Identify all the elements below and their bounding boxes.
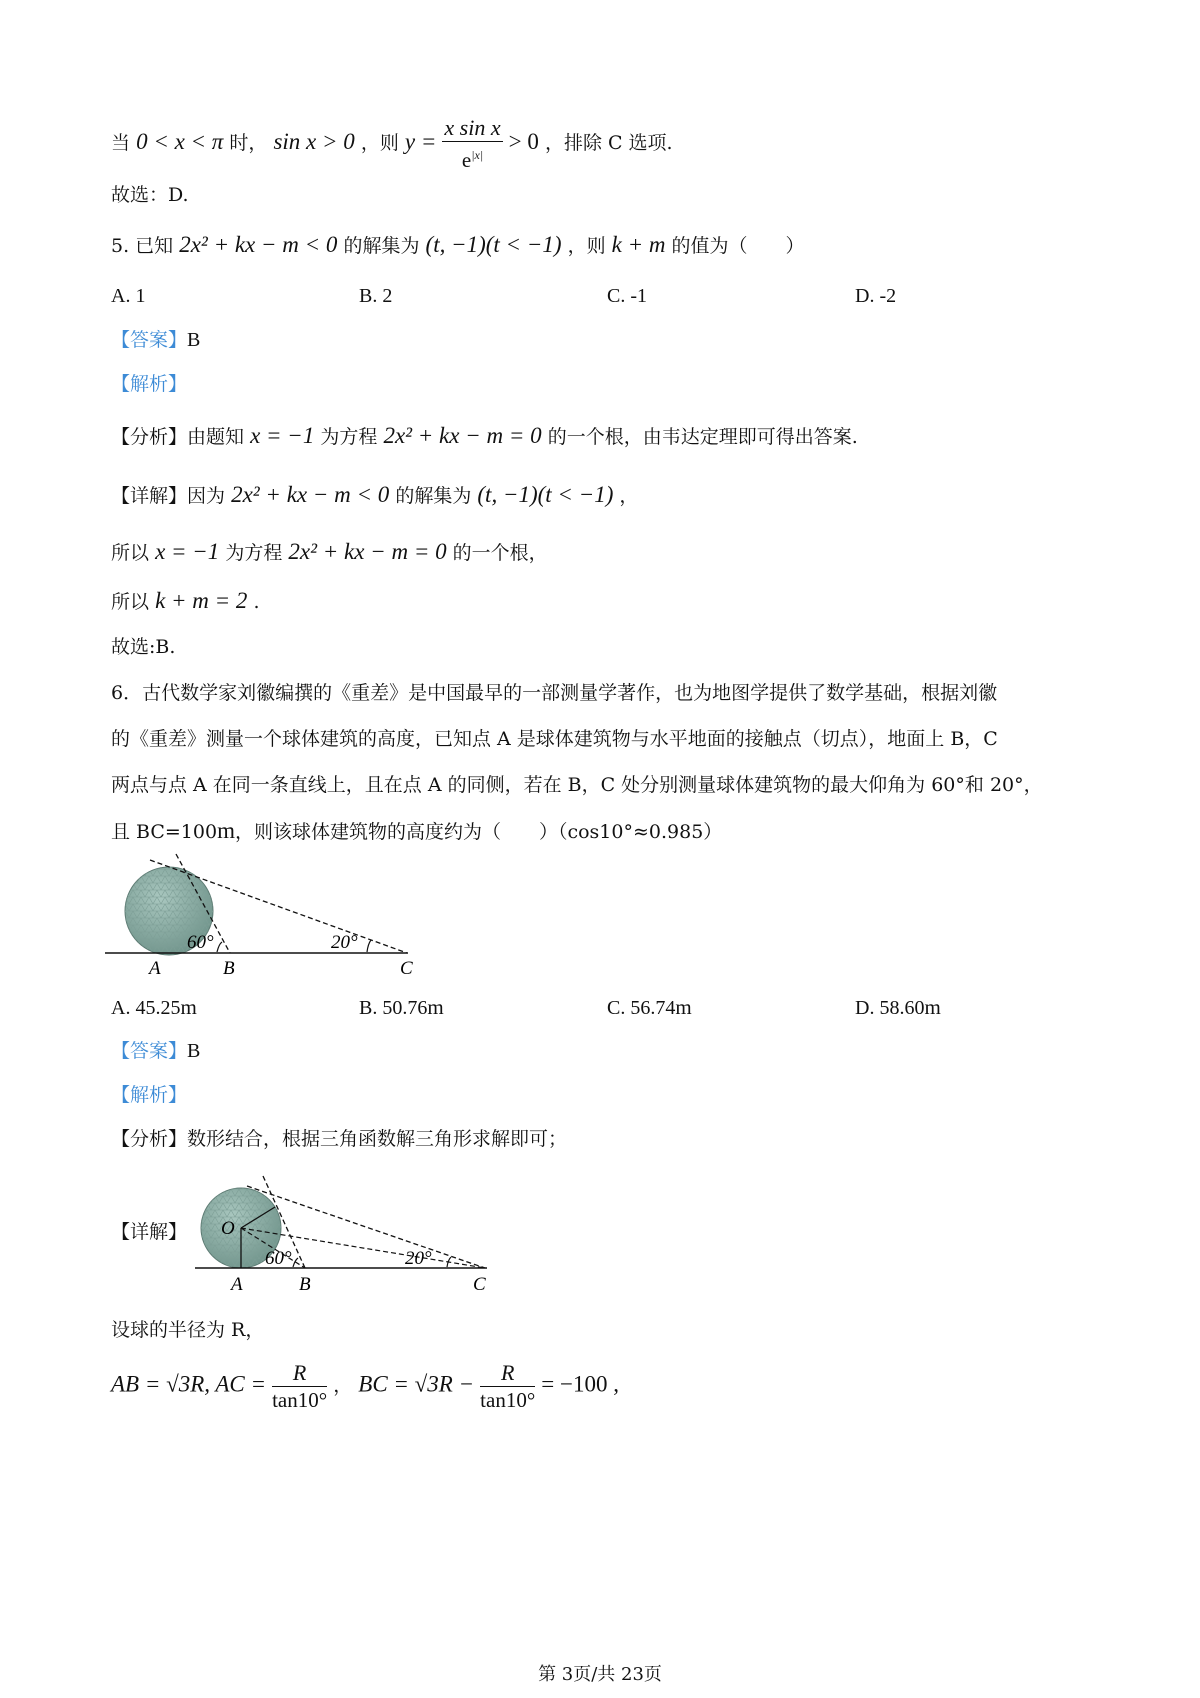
eq-tail: = −100 , bbox=[541, 1371, 619, 1397]
q6-stem-line2: 的《重差》测量一个球体建筑的高度，已知点 A 是球体建筑物与水平地面的接触点（切点），地面上 B，C bbox=[111, 728, 998, 750]
q5-options bbox=[111, 283, 1111, 309]
suoyi2-a: 所以 bbox=[111, 591, 150, 613]
text-exclude-c: ，排除 C 选项. bbox=[544, 132, 673, 154]
page-footer: 第 3页/共 23页 bbox=[538, 1664, 662, 1685]
q6-option-b-value: B. 50.76 bbox=[359, 997, 428, 1019]
q6-answer bbox=[111, 1038, 200, 1064]
q5-suoyi2 bbox=[111, 588, 260, 615]
fraction-denominator: tan10° bbox=[272, 1388, 328, 1412]
fenxi-text-b: 为方程 bbox=[320, 426, 378, 448]
q6-option-a-unit: m bbox=[180, 995, 197, 1019]
q5-suoyi bbox=[111, 539, 548, 566]
q6-answer-value: B bbox=[187, 1040, 201, 1062]
fraction-r-tan10-b bbox=[480, 1360, 535, 1413]
q5-prefix: 5. 已知 bbox=[111, 235, 174, 257]
q5-option-c: C. -1 bbox=[607, 285, 647, 307]
angle-label-60: 60° bbox=[187, 932, 214, 953]
q6-unit: m bbox=[217, 818, 235, 843]
math-interval: 0 < x < π bbox=[136, 129, 224, 154]
q5-solution-set: (t, −1)(t < −1) bbox=[425, 232, 562, 257]
suoyi-eq: 2x² + kx − m = 0 bbox=[288, 539, 447, 564]
den-exponent: |x| bbox=[471, 148, 484, 162]
point-label-b: B bbox=[223, 958, 235, 979]
q6-bc-text: 且 BC=100 bbox=[111, 821, 218, 843]
arc-60 bbox=[217, 942, 222, 952]
den-e: e bbox=[461, 148, 472, 172]
eq-bc: BC = √3R − bbox=[358, 1371, 475, 1397]
q6-option-b-unit: m bbox=[427, 995, 444, 1019]
xj-text-a: 因为 bbox=[187, 485, 226, 507]
q6-stem-line1: 6．古代数学家刘徽编撰的《重差》是中国最早的一部测量学著作，也为地图学提供了数学基础，根据刘徽 bbox=[111, 682, 998, 704]
q5-option-b: B. 2 bbox=[359, 285, 393, 307]
answer-tag: 【答案】 bbox=[111, 329, 188, 351]
center-label-o: O bbox=[221, 1218, 235, 1239]
point-label-c: C bbox=[473, 1274, 486, 1295]
q6-option-c-unit: m bbox=[675, 995, 692, 1019]
q5-xiangjie bbox=[111, 482, 638, 509]
sphere-figure-1 bbox=[105, 848, 465, 983]
xj-comma: ， bbox=[619, 485, 639, 507]
xj-inequality: 2x² + kx − m < 0 bbox=[231, 482, 390, 507]
text-when: 当 bbox=[111, 132, 131, 154]
math-gt0: > 0 bbox=[508, 129, 539, 154]
fenxi-text-c: 的一个根，由韦达定理即可得出答案. bbox=[547, 426, 858, 448]
angle-label-20: 20° bbox=[331, 932, 358, 953]
q6-stem-tail: ，则该球体建筑物的高度约为（ ）（cos10°≈0.985） bbox=[234, 821, 723, 843]
point-label-a: A bbox=[149, 958, 161, 979]
suoyi2-eq: k + m = 2 bbox=[155, 588, 248, 613]
suoyi-c: 的一个根， bbox=[452, 542, 548, 564]
text-ze: ，则 bbox=[360, 132, 405, 154]
angle-label-20: 20° bbox=[405, 1248, 432, 1269]
q6-option-a-value: A. 45.25 bbox=[111, 997, 181, 1019]
q6-option-b bbox=[359, 994, 444, 1021]
q6-option-c-value: C. 56.74 bbox=[607, 997, 676, 1019]
fraction-denominator bbox=[442, 142, 502, 173]
q6-options bbox=[111, 994, 1111, 1020]
q6-analysis-tag: 【解析】 bbox=[111, 1084, 188, 1106]
fenxi-text-a: 由题知 bbox=[187, 426, 245, 448]
xj-text-b: 的解集为 bbox=[395, 485, 472, 507]
fraction-denominator: tan10° bbox=[480, 1388, 536, 1412]
math-sinx: sin x > 0 bbox=[273, 129, 355, 154]
suoyi-b: 为方程 bbox=[225, 542, 283, 564]
line-choose-d: 故选：D. bbox=[111, 184, 189, 206]
q6-fenxi-tag: 【分析】 bbox=[111, 1128, 188, 1150]
q5-fenxi bbox=[111, 423, 858, 450]
sphere-figure-2 bbox=[195, 1168, 535, 1298]
q6-stem-line4 bbox=[111, 818, 722, 845]
angle-label-60: 60° bbox=[265, 1248, 292, 1269]
xiangjie-tag: 【详解】 bbox=[111, 485, 188, 507]
suoyi-x: x = −1 bbox=[155, 539, 220, 564]
q5-option-a: A. 1 bbox=[111, 285, 146, 307]
q6-option-d bbox=[855, 994, 941, 1021]
math-y: y = bbox=[404, 129, 437, 154]
q6-equation-line bbox=[111, 1360, 619, 1413]
sinx-line bbox=[111, 115, 673, 173]
fraction-xsinx bbox=[442, 115, 502, 173]
xj-set: (t, −1)(t < −1) bbox=[477, 482, 614, 507]
analysis-tag: 【解析】 bbox=[111, 373, 188, 395]
q6-option-d-value: D. 58.60 bbox=[855, 997, 925, 1019]
point-label-c: C bbox=[400, 958, 413, 979]
fenxi-equation: 2x² + kx − m = 0 bbox=[383, 423, 542, 448]
fenxi-x: x = −1 bbox=[250, 423, 315, 448]
fenxi-tag: 【分析】 bbox=[111, 426, 188, 448]
q6-option-c bbox=[607, 994, 692, 1021]
suoyi2-c: . bbox=[253, 591, 260, 613]
fraction-numerator: x sin x bbox=[444, 115, 501, 140]
text-shi: 时， bbox=[229, 132, 268, 154]
q5-option-d: D. -2 bbox=[855, 285, 897, 307]
arc-20 bbox=[367, 940, 371, 952]
q6-fenxi bbox=[111, 1126, 567, 1152]
eq-ab-ac: AB = √3R, AC = bbox=[111, 1371, 267, 1397]
fraction-r-tan10-a bbox=[272, 1360, 327, 1413]
q6-fenxi-text: 数形结合，根据三角函数解三角形求解即可； bbox=[187, 1128, 568, 1150]
q6-xiangjie-tag: 【详解】 bbox=[111, 1221, 188, 1243]
q5-km: k + m bbox=[611, 232, 666, 257]
q5-stem bbox=[111, 232, 805, 259]
q5-solution-set-text: 的解集为 bbox=[343, 235, 420, 257]
fraction-numerator: R bbox=[480, 1360, 535, 1387]
point-label-b: B bbox=[299, 1274, 311, 1295]
q5-ze: ，则 bbox=[567, 235, 606, 257]
q5-tail: 的值为（ ） bbox=[671, 235, 805, 257]
q5-answer bbox=[111, 327, 200, 353]
q5-inequality: 2x² + kx − m < 0 bbox=[179, 232, 338, 257]
suoyi-a: 所以 bbox=[111, 542, 150, 564]
q6-option-d-unit: m bbox=[924, 995, 941, 1019]
point-label-a: A bbox=[231, 1274, 243, 1295]
q5-choose-b: 故选:B. bbox=[111, 636, 176, 658]
eq-comma: ， bbox=[333, 1374, 353, 1397]
q6-option-a bbox=[111, 994, 197, 1021]
q6-answer-tag: 【答案】 bbox=[111, 1040, 188, 1062]
q6-stem-line3: 两点与点 A 在同一条直线上，且在点 A 的同侧，若在 B，C 处分别测量球体建筑物的最大仰角为 60°和 20°， bbox=[111, 774, 1043, 796]
fraction-numerator: R bbox=[272, 1360, 327, 1387]
q6-radius-line: 设球的半径为 R， bbox=[111, 1319, 265, 1341]
answer-value: B bbox=[187, 329, 201, 351]
